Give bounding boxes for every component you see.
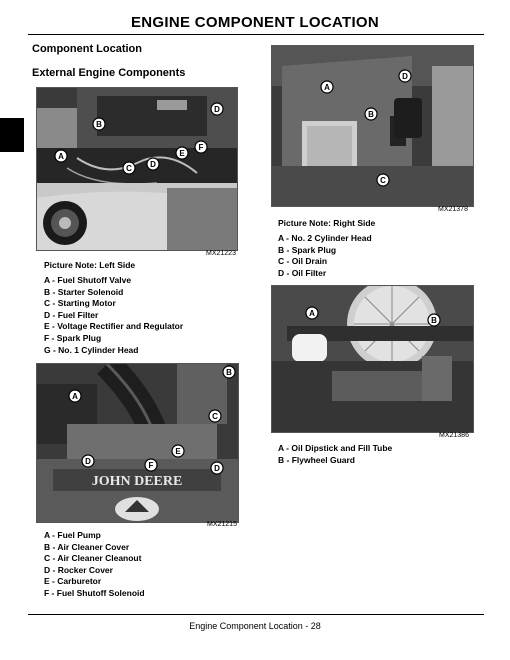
svg-text:B: B [226,368,232,377]
right-callout-b [365,108,377,120]
section-heading: Component Location [32,43,142,55]
svg-text:E: E [175,447,181,456]
dipstick-callout-b [428,314,440,326]
figure-code: MX21378 [438,206,468,213]
svg-text:D: D [402,72,408,81]
legend-item: D - Rocker Cover [44,564,113,575]
svg-text:B: B [368,110,374,119]
svg-text:C: C [126,164,132,173]
legend-item: C - Oil Drain [278,256,328,267]
title-divider [28,34,484,35]
legend-item: A - Oil Dipstick and Fill Tube [278,443,393,453]
legend-item: A - Fuel Pump [44,530,101,540]
top-callout-e [172,445,184,457]
svg-text:B: B [96,120,102,129]
left-callout-d-top [211,103,223,115]
svg-text:A: A [309,309,315,318]
dipstick-photo [271,285,474,433]
figure-code: MX21223 [206,250,236,257]
right-callout-c [377,174,389,186]
right-picture-note: Picture Note: Right Side [278,218,376,228]
legend-item: E - Voltage Rectifier and Regulator [44,321,184,332]
svg-text:A: A [324,83,330,92]
legend-item: C - Starting Motor [44,298,116,309]
legend-item: B - Air Cleaner Cover [44,541,130,552]
legend-item: D - Oil Filter [278,267,327,278]
top-callout-f [145,459,157,471]
brand-logo-text: JOHN DEERE [91,474,183,489]
right-callout-d [399,70,411,82]
legend-item: B - Flywheel Guard [278,454,355,465]
svg-text:D: D [214,464,220,473]
svg-text:A: A [58,152,64,161]
subsection-heading: External Engine Components [32,67,186,79]
dipstick-legend [278,443,392,466]
figure-code: MX21386 [439,432,469,439]
svg-text:F: F [148,461,154,470]
right-side-photo [271,45,474,207]
top-callout-d-left [82,455,94,467]
svg-text:D: D [150,160,156,169]
svg-text:B: B [431,316,437,325]
top-callout-d-right [211,462,223,474]
top-legend [44,530,145,600]
legend-item: A - No. 2 Cylinder Head [278,233,372,243]
top-callout-b [223,366,235,378]
left-picture-note: Picture Note: Left Side [44,260,136,270]
legend-item: C - Air Cleaner Cleanout [44,553,142,564]
legend-item: E - Carburetor [44,576,102,587]
svg-text:F: F [198,143,204,152]
left-callout-e [176,147,188,159]
footer-divider [28,614,484,615]
page-footer: Engine Component Location - 28 [189,621,321,631]
svg-text:D: D [85,457,91,466]
svg-text:C: C [212,412,218,421]
svg-text:C: C [380,176,386,185]
left-callout-a [55,150,67,162]
top-callout-c [209,410,221,422]
top-callout-a [69,390,81,402]
svg-text:A: A [72,392,78,401]
legend-item: F - Spark Plug [44,332,102,343]
legend-item: B - Spark Plug [278,244,337,255]
left-callout-d [147,158,159,170]
svg-text:D: D [214,105,220,114]
legend-item: D - Fuel Filter [44,309,99,320]
left-legend [44,275,183,356]
section-tab-marker [0,118,24,152]
legend-item: A - Fuel Shutoff Valve [44,275,132,285]
figure-code: MX21215 [207,521,237,528]
left-side-photo [36,87,238,251]
dipstick-callout-a [306,307,318,319]
page-title: ENGINE COMPONENT LOCATION [130,14,380,31]
svg-text:E: E [179,149,185,158]
legend-item: G - No. 1 Cylinder Head [44,344,139,355]
right-legend [278,233,372,279]
left-callout-f [195,141,207,153]
legend-item: F - Fuel Shutoff Solenoid [44,587,145,598]
right-callout-a [321,81,333,93]
legend-item: B - Starter Solenoid [44,286,124,297]
left-callout-b [93,118,105,130]
top-view-photo [36,363,239,523]
left-callout-c [123,162,135,174]
